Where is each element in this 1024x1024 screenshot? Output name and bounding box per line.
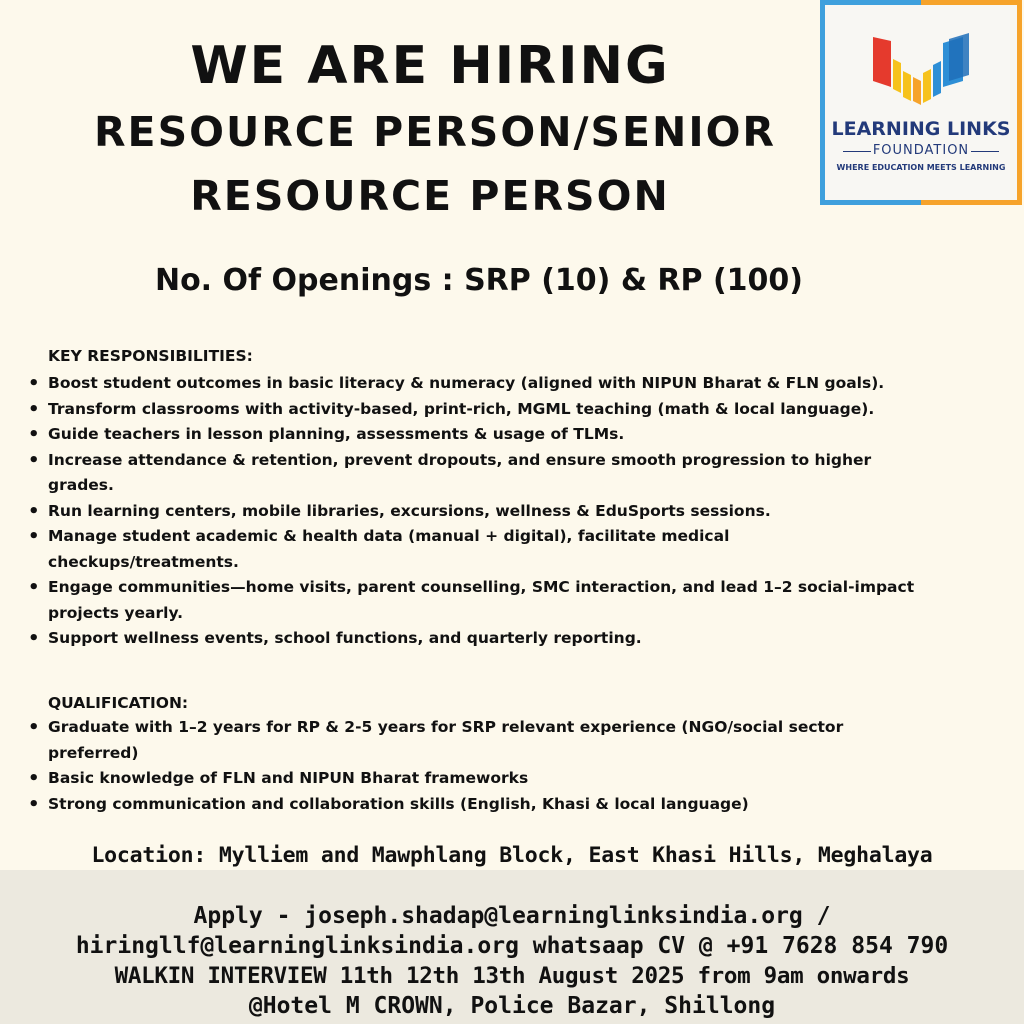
hiring-title: WE ARE HIRING: [190, 36, 670, 96]
list-item: • Strong communication and collaboration skills (English, Khasi & local language): [26, 792, 956, 818]
list-item: • Increase attendance & retention, prevent dropouts, and ensure smooth progression to higher grades.: [26, 448, 908, 499]
openings-count: No. Of Openings : SRP (10) & RP (100): [154, 263, 804, 298]
list-item: • Graduate with 1–2 years for RP & 2-5 years for SRP relevant experience (NGO/social sector preferred): [26, 715, 888, 766]
qualification-list: [26, 715, 956, 817]
location-text: Location: Mylliem and Mawphlang Block, East Khasi Hills, Meghalaya: [91, 843, 933, 868]
list-item: • Support wellness events, school functions, and quarterly reporting.: [26, 626, 956, 652]
qualification-heading: QUALIFICATION:: [48, 694, 189, 712]
list-item: • Boost student outcomes in basic literacy & numeracy (aligned with NIPUN Bharat & FLN goals).: [26, 371, 956, 397]
responsibilities-heading: KEY RESPONSIBILITIES:: [48, 347, 253, 365]
list-item: • Engage communities—home visits, parent counselling, SMC interaction, and lead 1–2 social-impact projects yearly.: [26, 575, 968, 626]
apply-email-line: Apply - joseph.shadap@learninglinksindia.org /: [193, 903, 831, 929]
job-title-line-1: RESOURCE PERSON/SENIOR: [93, 108, 777, 156]
list-item: • Transform classrooms with activity-based, print-rich, MGML teaching (math & local language).: [26, 397, 956, 423]
responsibilities-list: [26, 371, 956, 652]
list-item: • Run learning centers, mobile libraries, excursions, wellness & EduSports sessions.: [26, 499, 956, 525]
logo-tagline: WHERE EDUCATION MEETS LEARNING: [836, 163, 1006, 172]
venue-text: @Hotel M CROWN, Police Bazar, Shillong: [248, 993, 776, 1019]
learning-links-logo: [820, 0, 1022, 205]
list-item: • Guide teachers in lesson planning, assessments & usage of TLMs.: [26, 422, 956, 448]
job-title-line-2: RESOURCE PERSON: [190, 172, 670, 220]
walkin-interview-text: WALKIN INTERVIEW 11th 12th 13th August 2025 from 9am onwards: [114, 963, 910, 989]
list-item: • Basic knowledge of FLN and NIPUN Bharat frameworks: [26, 766, 956, 792]
list-item: • Manage student academic & health data (manual + digital), facilitate medical checkups/treatments.: [26, 524, 768, 575]
logo-divider: [971, 151, 999, 152]
logo-sub: FOUNDATION: [872, 143, 970, 158]
logo-name: LEARNING LINKS: [831, 118, 1011, 140]
apply-contact-line: hiringllf@learninglinksindia.org whatsaap CV @ +91 7628 854 790: [75, 933, 949, 959]
book-logo-icon: [865, 29, 977, 109]
